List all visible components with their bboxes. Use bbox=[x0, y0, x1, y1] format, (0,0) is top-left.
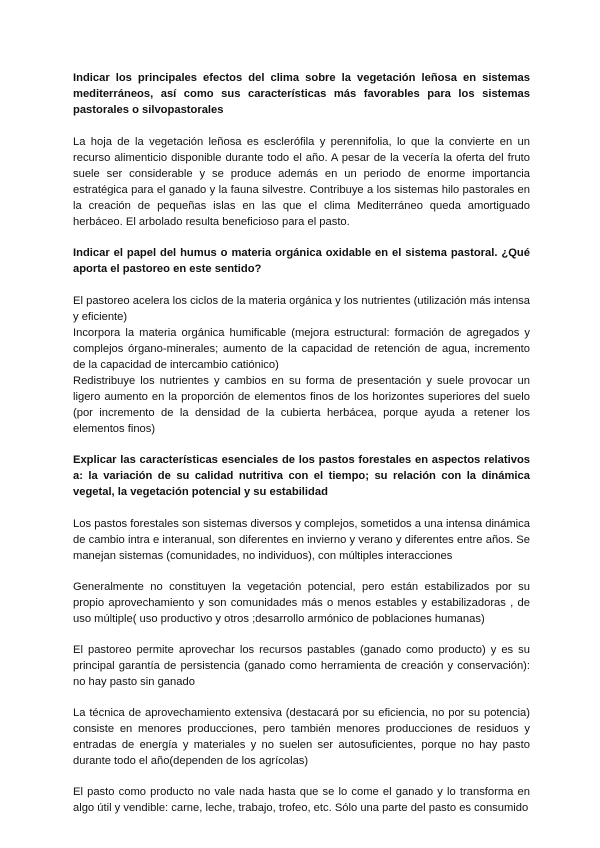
paragraph-woody-vegetation: La hoja de la vegetación leñosa es esclerófila y perennifolia, lo que la convierte en un recurso alimenticio disponible durante todo el año. A pesar de la vecería la oferta del fruto suele ser considerable y se produce además en un periodo de enorme importancia estratégica para el ganado y la fauna silvestre. Contribuye a los sistemas hilo pastorales en la creación de pequeñas islas en las que el clima Mediterráneo queda amortiguado herbáceo. El arbolado resulta beneficioso para el pasto. bbox=[73, 136, 530, 228]
paragraph-pasture-product: El pasto como producto no vale nada hasta que se lo come el ganado y lo transforma en algo útil y vendible: carne, leche, trabajo, trofeo, etc. Sólo una parte del pasto es consumido bbox=[73, 786, 530, 814]
document-page bbox=[73, 70, 530, 816]
paragraph-nutrient-redistribution: Redistribuye los nutrientes y cambios en su forma de presentación y suele provocar un ligero aumento en la proporción de elementos finos de los horizontes superiores del suelo (por incremento de la densidad de la cubierta herbácea, porque ayuda a retener los elementos finos) bbox=[73, 375, 530, 435]
paragraph-potential-vegetation: Generalmente no constituyen la vegetación potencial, pero están estabilizados por su propio aprovechamiento y son comunidades más o menos estables y estabilizadoras , de uso múltiple( uso productivo y otros ;desarrollo armónico de poblaciones humanas) bbox=[73, 581, 530, 625]
section-heading-humus: Indicar el papel del humus o materia orgánica oxidable en el sistema pastoral. ¿Qué aporta el pastoreo en este sentido? bbox=[73, 247, 530, 275]
paragraph-grazing-guarantee: El pastoreo permite aprovechar los recursos pastables (ganado como producto) y es su principal garantía de persistencia (ganado como herramienta de creación y conservación): no hay pasto sin ganado bbox=[73, 644, 530, 688]
section-heading-climate: Indicar los principales efectos del clima sobre la vegetación leñosa en sistemas mediterráneos, así como sus características más favorables para los sistemas pastorales o silvopastorales bbox=[73, 72, 530, 116]
paragraph-diverse-systems: Los pastos forestales son sistemas diversos y complejos, sometidos a una intensa dinámica de cambio intra e interanual, son diferentes en invierno y verano y diferentes entre años. Se manejan sistemas (comunidades, no individuos), con múltiples interacciones bbox=[73, 518, 530, 562]
paragraph-organic-matter: Incorpora la materia orgánica humificable (mejora estructural: formación de agregados y complejos órgano-minerales; aumento de la capacidad de retención de agua, incremento de la capacidad de intercambio catiónico) bbox=[73, 327, 530, 371]
paragraph-grazing-cycles: El pastoreo acelera los ciclos de la materia orgánica y los nutrientes (utilización más intensa y eficiente) bbox=[73, 295, 530, 323]
section-heading-forest-pastures: Explicar las características esenciales de los pastos forestales en aspectos relativos a: la variación de su calidad nutritiva con el tiempo; su relación con la dinámica vegetal, la vegetación potencial y su estabilidad bbox=[73, 454, 530, 498]
paragraph-extensive-technique: La técnica de aprovechamiento extensiva (destacará por su eficiencia, no por su potencia) consiste en menores producciones, pero también menores producciones de residuos y entradas de energía y materiales y no suelen ser autosuficientes, porque no hay pasto durante todo el año(dependen de los agrícolas) bbox=[73, 707, 530, 767]
